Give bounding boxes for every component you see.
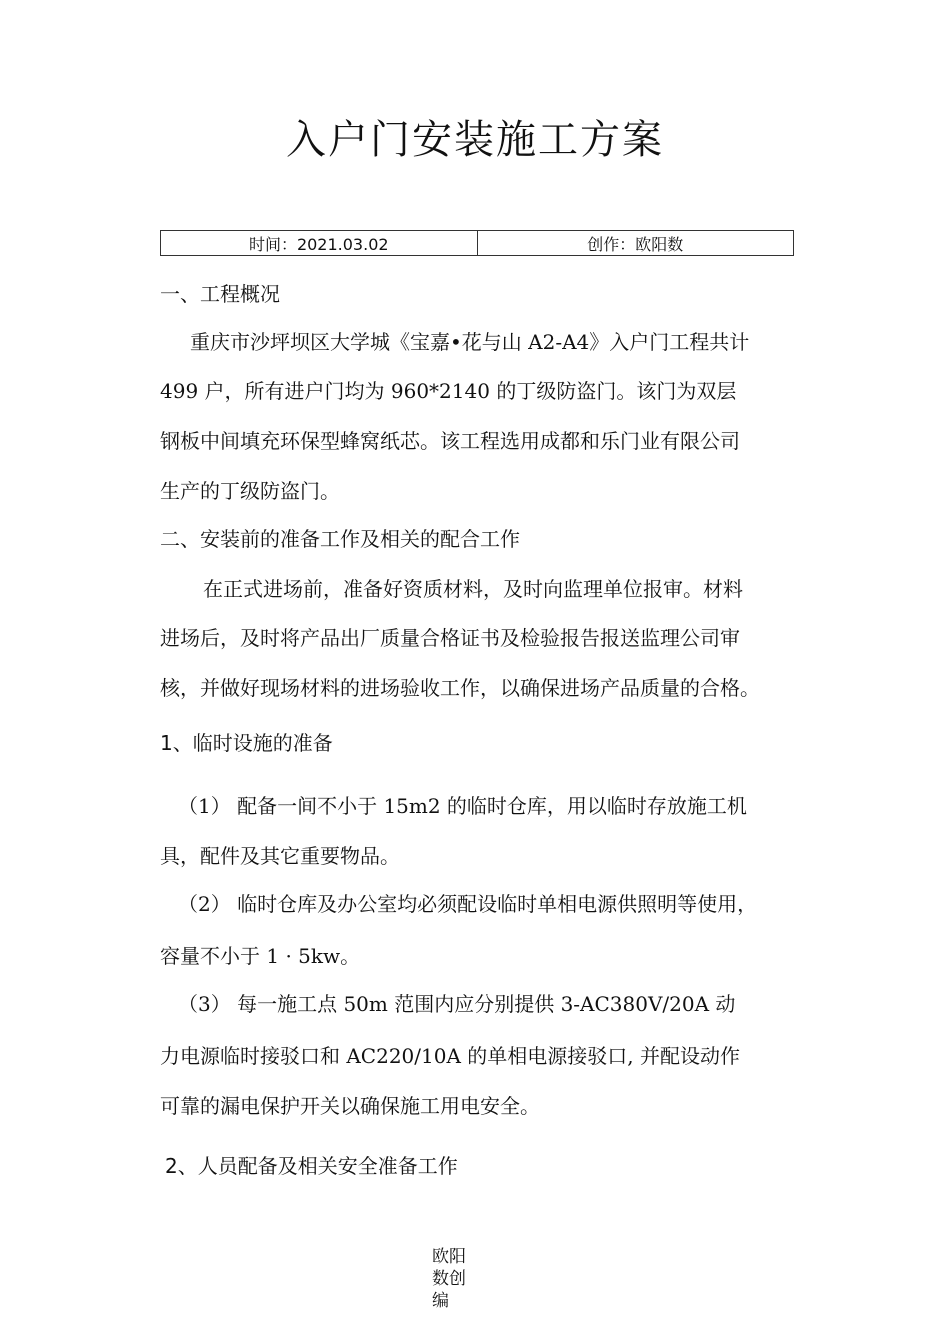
list-item-line: 具，配件及其它重要物品。 <box>160 844 400 868</box>
list-item-line: 可靠的漏电保护开关以确保施工用电安全。 <box>160 1094 540 1118</box>
list-item-line: （3） 每一施工点 50m 范围内应分别提供 3-AC380V/20A 动 <box>178 992 736 1016</box>
meta-table <box>160 230 794 256</box>
meta-author: 创作：欧阳数 <box>477 231 794 255</box>
list-item-line: 容量不小于 1 · 5kw。 <box>160 944 361 968</box>
paragraph-line: 生产的丁级防盗门。 <box>160 479 340 503</box>
paragraph-line: 核，并做好现场材料的进场验收工作，以确保进场产品质量的合格。 <box>160 676 760 700</box>
paragraph-line: 499 户，所有进户门均为 960*2140 的丁级防盗门。该门为双层 <box>160 379 737 403</box>
list-item-line: 力电源临时接驳口和 AC220/10A 的单相电源接驳口, 并配设动作 <box>160 1044 740 1068</box>
section-heading-preparation: 二、安装前的准备工作及相关的配合工作 <box>160 527 520 551</box>
paragraph-line: 重庆市沙坪坝区大学城《宝嘉•花与山 A2-A4》入户门工程共计 <box>190 330 750 354</box>
document-title: 入户门安装施工方案 <box>286 117 664 163</box>
paragraph-line: 进场后，及时将产品出厂质量合格证书及检验报告报送监理公司审 <box>160 626 740 650</box>
sub-heading-staffing: 2、人员配备及相关安全准备工作 <box>165 1154 458 1178</box>
meta-time: 时间：2021.03.02 <box>248 234 389 254</box>
footer-author: 欧阳数创编 <box>432 1247 466 1311</box>
list-item-line: （2） 临时仓库及办公室均必须配设临时单相电源供照明等使用， <box>178 892 758 916</box>
paragraph-line: 在正式进场前，准备好资质材料，及时向监理单位报审。材料 <box>203 577 743 601</box>
sub-heading-temp-facilities: 1、临时设施的准备 <box>160 731 333 755</box>
section-heading-overview: 一、工程概况 <box>160 282 280 306</box>
paragraph-line: 钢板中间填充环保型蜂窝纸芯。该工程选用成都和乐门业有限公司 <box>160 429 740 453</box>
list-item-line: （1） 配备一间不小于 15m2 的临时仓库，用以临时存放施工机 <box>178 794 747 818</box>
